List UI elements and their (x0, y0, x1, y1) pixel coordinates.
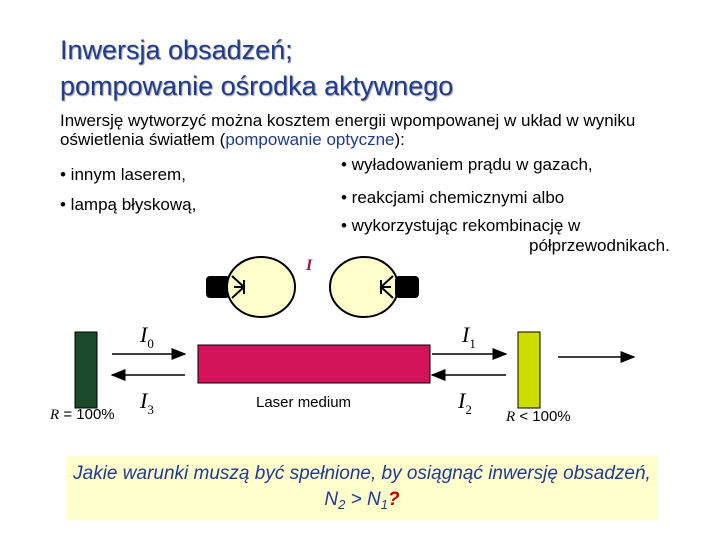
intro-highlight: pompowanie optyczne (225, 130, 395, 149)
question-n2-subscript: 2 (338, 497, 346, 512)
method-flash-lamp: • lampą błyskową, (60, 195, 197, 214)
method-chemical-reactions: • reakcjami chemicznymi albo (341, 188, 565, 207)
pump-intensity-label: I (306, 257, 313, 274)
laser-medium-label: Laser medium (256, 394, 352, 411)
title-line-2: pompowanie ośrodka aktywnego (60, 71, 454, 101)
question-n1-subscript: 1 (380, 497, 388, 512)
mirror-left-label: R = 100% (50, 406, 115, 423)
question-box (66, 456, 658, 520)
question-mark: ? (387, 489, 400, 510)
flash-lamp-left-icon (206, 257, 295, 317)
intro-text-before: Inwersję wytworzyć można kosztem energii wpompowanej w układ w wyniku oświetlenia światłem ( (60, 111, 636, 149)
intro-text-after: ): (394, 130, 405, 149)
beam-label-i1: $I_1$ (462, 322, 476, 351)
flash-lamp-right-icon (330, 257, 419, 317)
title-line-1: Inwersja obsadzeń; (60, 35, 293, 65)
mirror-left (75, 332, 97, 408)
beam-label-i0: $I_0$ (140, 322, 154, 351)
mirror-right-label: R < 100% (506, 408, 571, 425)
mirror-right (518, 332, 540, 408)
laser-medium-bar (198, 345, 430, 383)
method-semiconductors: półprzewodnikach. (529, 236, 670, 255)
method-other-laser: • innym laserem, (60, 165, 186, 184)
beam-label-i3: $I_3$ (140, 388, 154, 417)
beam-label-i2: $I_2$ (458, 388, 472, 417)
method-recombination: • wykorzystując rekombinację w (341, 216, 581, 235)
question-text: Jakie warunki muszą być spełnione, by osiągnąć inwersję obsadzeń, N (73, 463, 651, 510)
question-mid: > N (345, 489, 381, 510)
method-gas-discharge: • wyładowaniem prądu w gazach, (341, 155, 593, 174)
